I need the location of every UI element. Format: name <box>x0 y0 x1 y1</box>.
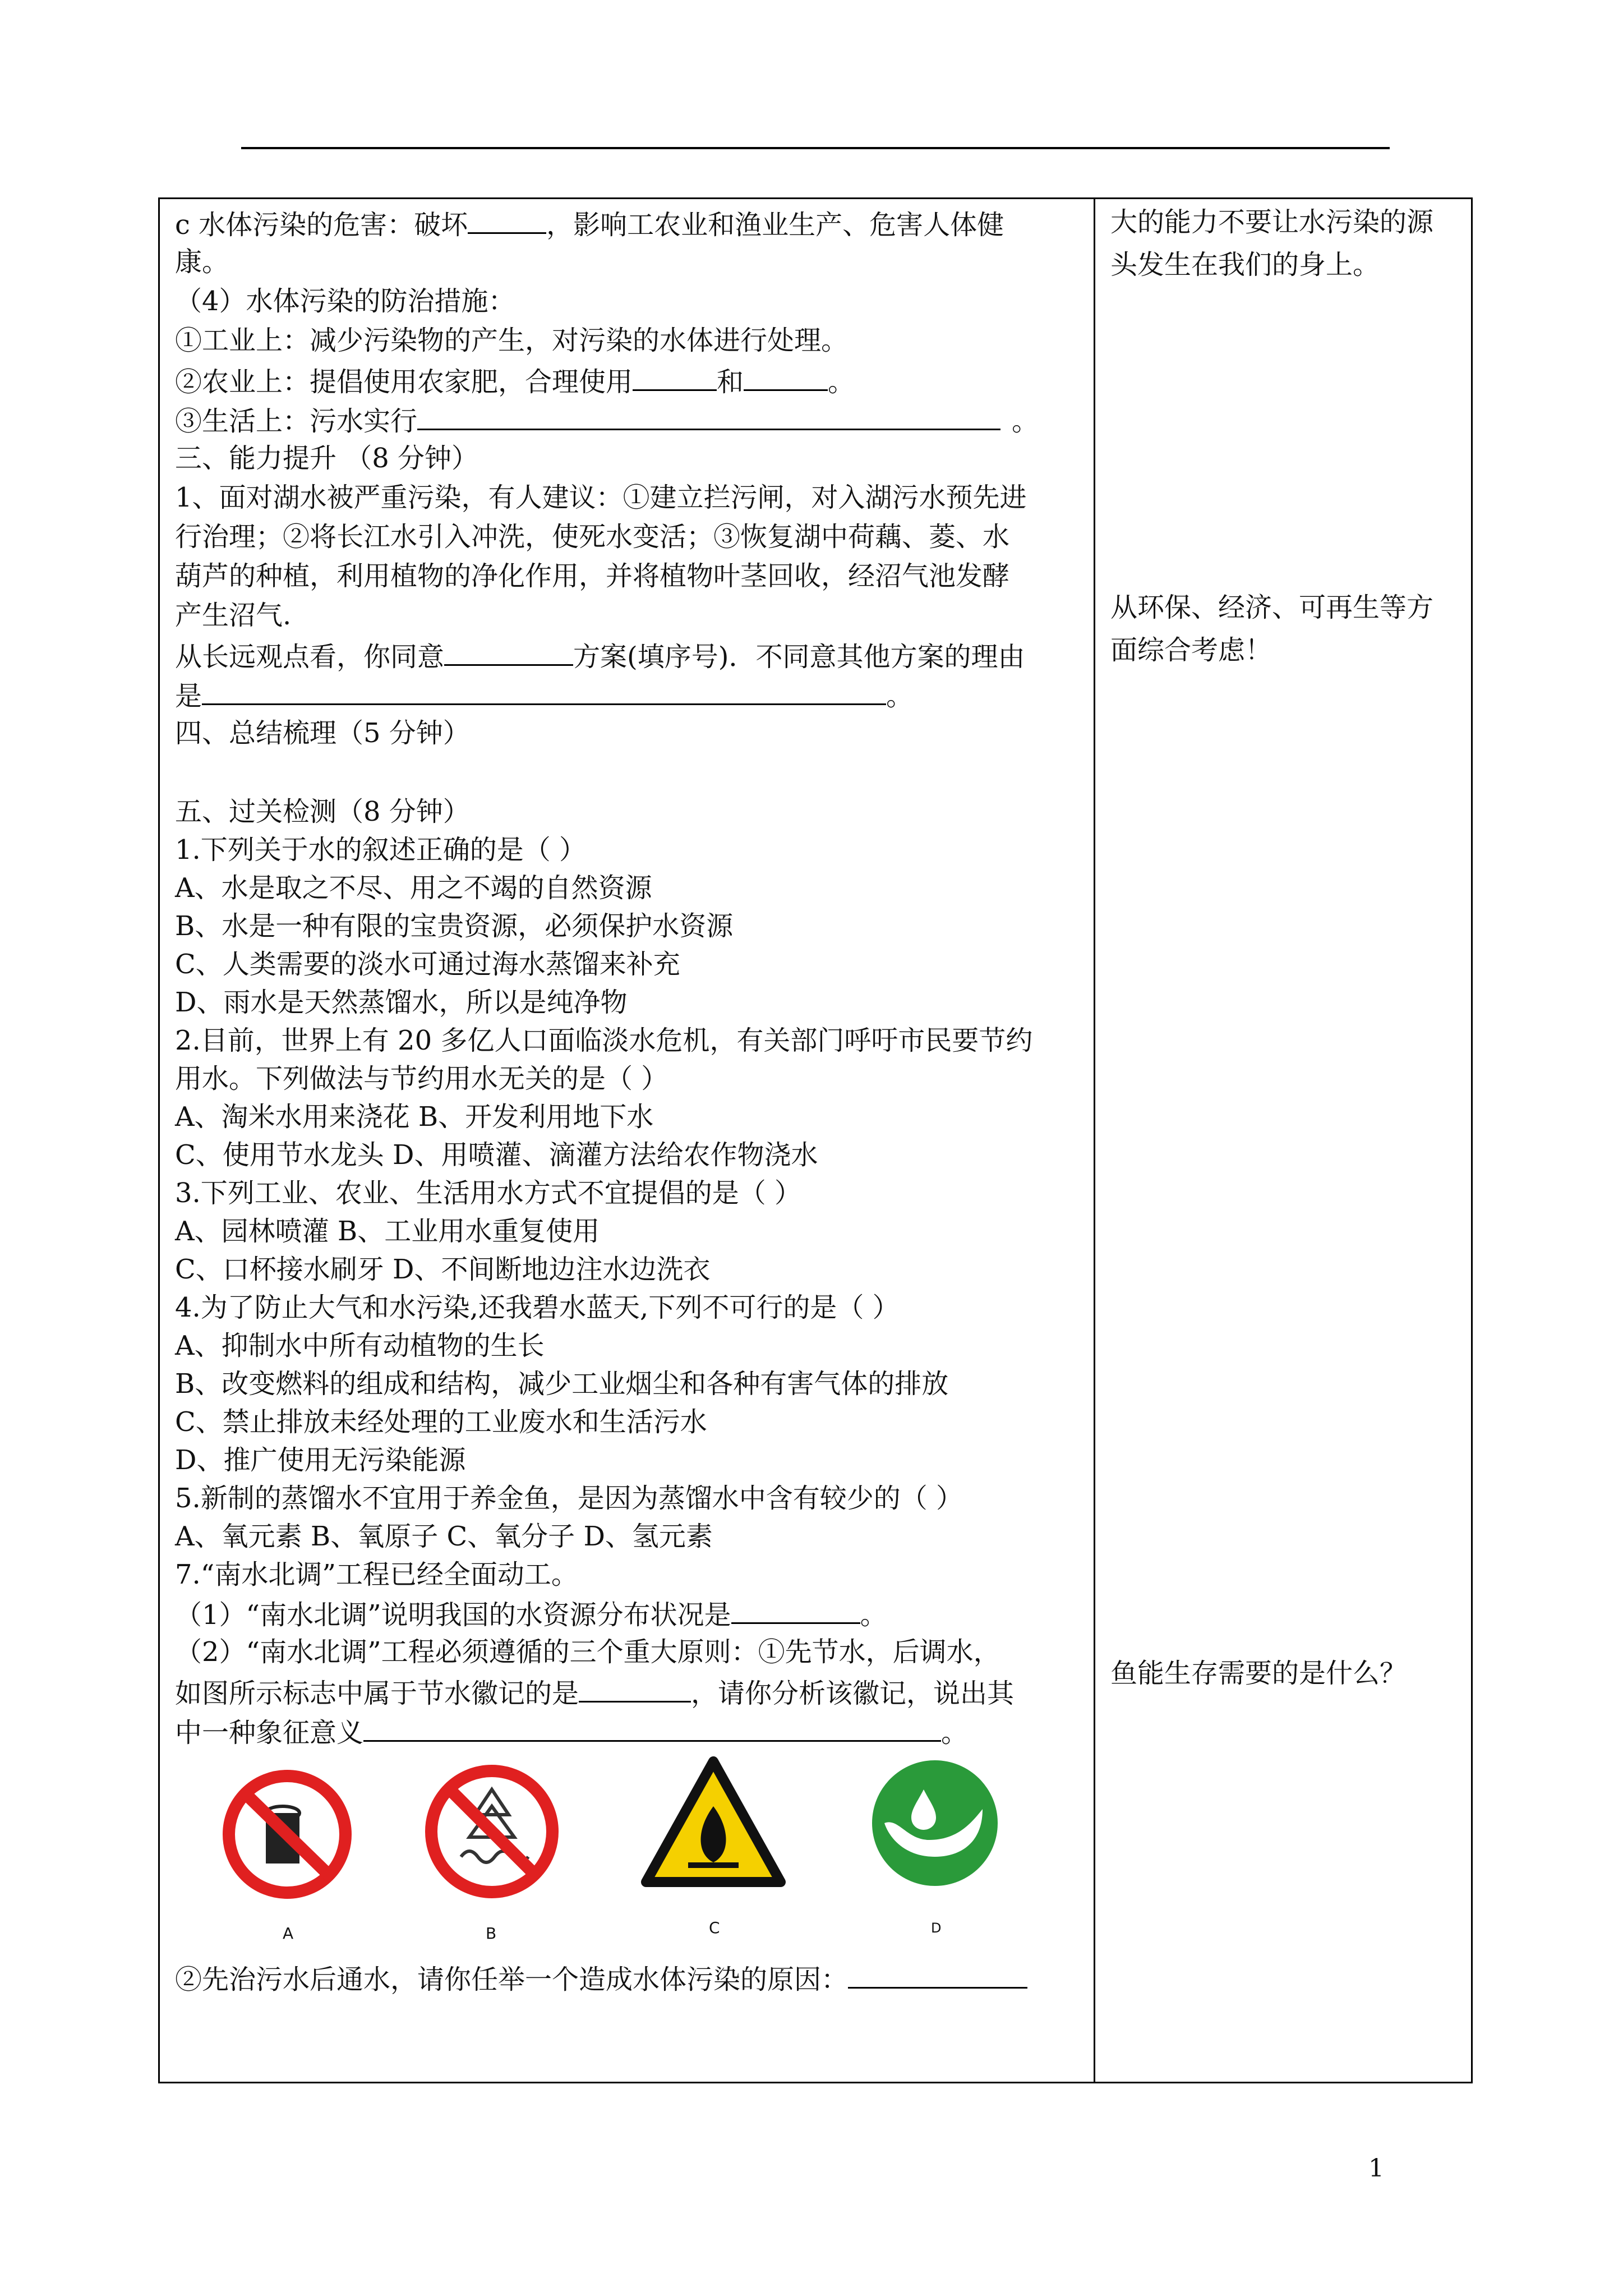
note-line: 鱼能生存需要的是什么？ <box>1110 1658 1407 1689</box>
sign-label-a: A <box>283 1924 294 1943</box>
blank[interactable] <box>417 399 1000 430</box>
sign-label-b: B <box>486 1924 497 1943</box>
t5-stem: 5.新制的蒸馏水不宜用于养金鱼，是因为蒸馏水中含有较少的（ ） <box>175 1483 963 1514</box>
section-summary: 四、总结梳理（5 分钟） <box>175 717 470 749</box>
t4-option-d: D、推广使用无污染能源 <box>175 1444 466 1476</box>
t7-part-2: （2）“南水北调”工程必须遵循的三个重大原则：①先节水，后调水， <box>175 1636 1000 1668</box>
blank[interactable] <box>579 1672 691 1703</box>
t2-options-cd: C、使用节水龙头 D、用喷灌、滴灌方法给农作物浇水 <box>175 1139 818 1171</box>
q1-line-1: 1、面对湖水被严重污染，有人建议：①建立拦污闸，对入湖污水预先进 <box>175 482 1027 513</box>
t2-stem-2: 用水。下列做法与节约用水无关的是（ ） <box>175 1063 668 1094</box>
q1-line-4: 产生沼气. <box>175 600 292 631</box>
t1-option-c: C、人类需要的淡水可通过海水蒸馏来补充 <box>175 949 680 980</box>
blank[interactable] <box>848 1958 1027 1989</box>
blank[interactable] <box>363 1711 941 1742</box>
page-number: 1 <box>1368 2154 1384 2183</box>
blank[interactable] <box>202 674 886 705</box>
water-saving-emblem-icon <box>868 1756 1002 1890</box>
flammable-warning-sign-icon <box>640 1756 786 1890</box>
t3-stem: 3.下列工业、农业、生活用水方式不宜提倡的是（ ） <box>175 1177 802 1209</box>
margin-note-1 <box>1110 201 1464 286</box>
t4-option-c: C、禁止排放未经处理的工业废水和生活污水 <box>175 1406 707 1438</box>
main-column <box>175 203 1081 1997</box>
t4-option-a: A、抑制水中所有动植物的生长 <box>175 1330 545 1361</box>
q1-line-6: 是 。 <box>175 674 1081 714</box>
line-life: ③生活上：污水实行 。 <box>175 399 1081 439</box>
t3-options-cd: C、口杯接水刷牙 D、不间断地边注水边洗衣 <box>175 1254 711 1285</box>
t1-option-d: D、雨水是天然蒸馏水，所以是纯净物 <box>175 987 628 1018</box>
no-oil-drum-sign-icon <box>220 1767 354 1902</box>
q1-line-5: 从长远观点看，你同意 方案(填序号)．不同意其他方案的理由 <box>175 635 1081 674</box>
q1-line-2: 行治理；②将长江水引入冲洗，使死水变活；③恢复湖中荷藕、菱、水 <box>175 521 1010 553</box>
t2-stem: 2.目前，世界上有 20 多亿人口面临淡水危机，有关部门呼吁市民要节约 <box>175 1025 1033 1056</box>
t3-options-ab: A、园林喷灌 B、工业用水重复使用 <box>175 1216 600 1247</box>
line-harm: c 水体污染的危害：破坏 ，影响工农业和渔业生产、危害人体健 <box>175 203 1081 242</box>
t4-option-b: B、改变燃料的组成和结构，减少工业烟尘和各种有害气体的排放 <box>175 1368 949 1400</box>
blank[interactable] <box>633 360 717 391</box>
section-ability: 三、能力提升 （8 分钟） <box>175 443 479 474</box>
t4-stem: 4.为了防止大气和水污染,还我碧水蓝天,下列不可行的是（ ） <box>175 1292 900 1323</box>
sign-label-d: D <box>931 1920 942 1936</box>
note-line: 面综合考虑！ <box>1110 634 1272 666</box>
blank[interactable] <box>731 1593 860 1624</box>
sign-label-c: C <box>709 1918 720 1937</box>
line-industry: ①工业上：减少污染物的产生，对污染的水体进行处理。 <box>175 325 849 356</box>
t1-option-b: B、水是一种有限的宝贵资源，必须保护水资源 <box>175 910 734 942</box>
margin-note-2 <box>1110 586 1464 671</box>
note-line: 从环保、经济、可再生等方 <box>1110 592 1434 623</box>
no-pollution-sign-icon <box>422 1761 562 1902</box>
t1-option-a: A、水是取之不尽、用之不竭的自然资源 <box>175 872 652 904</box>
t7-part-1: （1）“南水北调”说明我国的水资源分布状况是 。 <box>175 1593 1081 1632</box>
margin-note-3 <box>1110 1652 1464 1695</box>
line-agriculture: ②农业上：提倡使用农家肥，合理使用 和 。 <box>175 360 1081 399</box>
note-line: 头发生在我们的身上。 <box>1110 249 1380 280</box>
blank[interactable] <box>744 360 828 391</box>
note-line: 大的能力不要让水污染的源 <box>1110 206 1434 238</box>
prevention-heading: （4）水体污染的防治措施： <box>175 286 515 317</box>
blank[interactable] <box>468 203 546 234</box>
t7-stem: 7.“南水北调”工程已经全面动工。 <box>175 1559 578 1590</box>
section-check: 五、过关检测（8 分钟） <box>175 796 470 827</box>
t2-options-ab: A、淘米水用来浇花 B、开发利用地下水 <box>175 1101 654 1133</box>
header-rule <box>241 147 1390 149</box>
t7-part-2b: 如图所示标志中属于节水徽记的是 ，请你分析该徽记，说出其 <box>175 1672 1081 1711</box>
q1-line-3: 葫芦的种植，利用植物的净化作用，并将植物叶茎回收，经沼气池发酵 <box>175 560 1010 592</box>
t5-options: A、氧元素 B、氧原子 C、氧分子 D、氢元素 <box>175 1521 713 1552</box>
t7-part-2c: 中一种象征意义 。 <box>175 1711 1081 1750</box>
t7-part-3: ②先治污水后通水，请你任举一个造成水体污染的原因： <box>175 1958 1081 1997</box>
blank[interactable] <box>444 635 573 666</box>
sign-figure <box>175 1767 1081 1952</box>
line-health: 康。 <box>175 246 229 278</box>
column-divider <box>1094 197 1095 2083</box>
spacer <box>175 753 1081 792</box>
t1-stem: 1.下列关于水的叙述正确的是（ ） <box>175 834 587 866</box>
